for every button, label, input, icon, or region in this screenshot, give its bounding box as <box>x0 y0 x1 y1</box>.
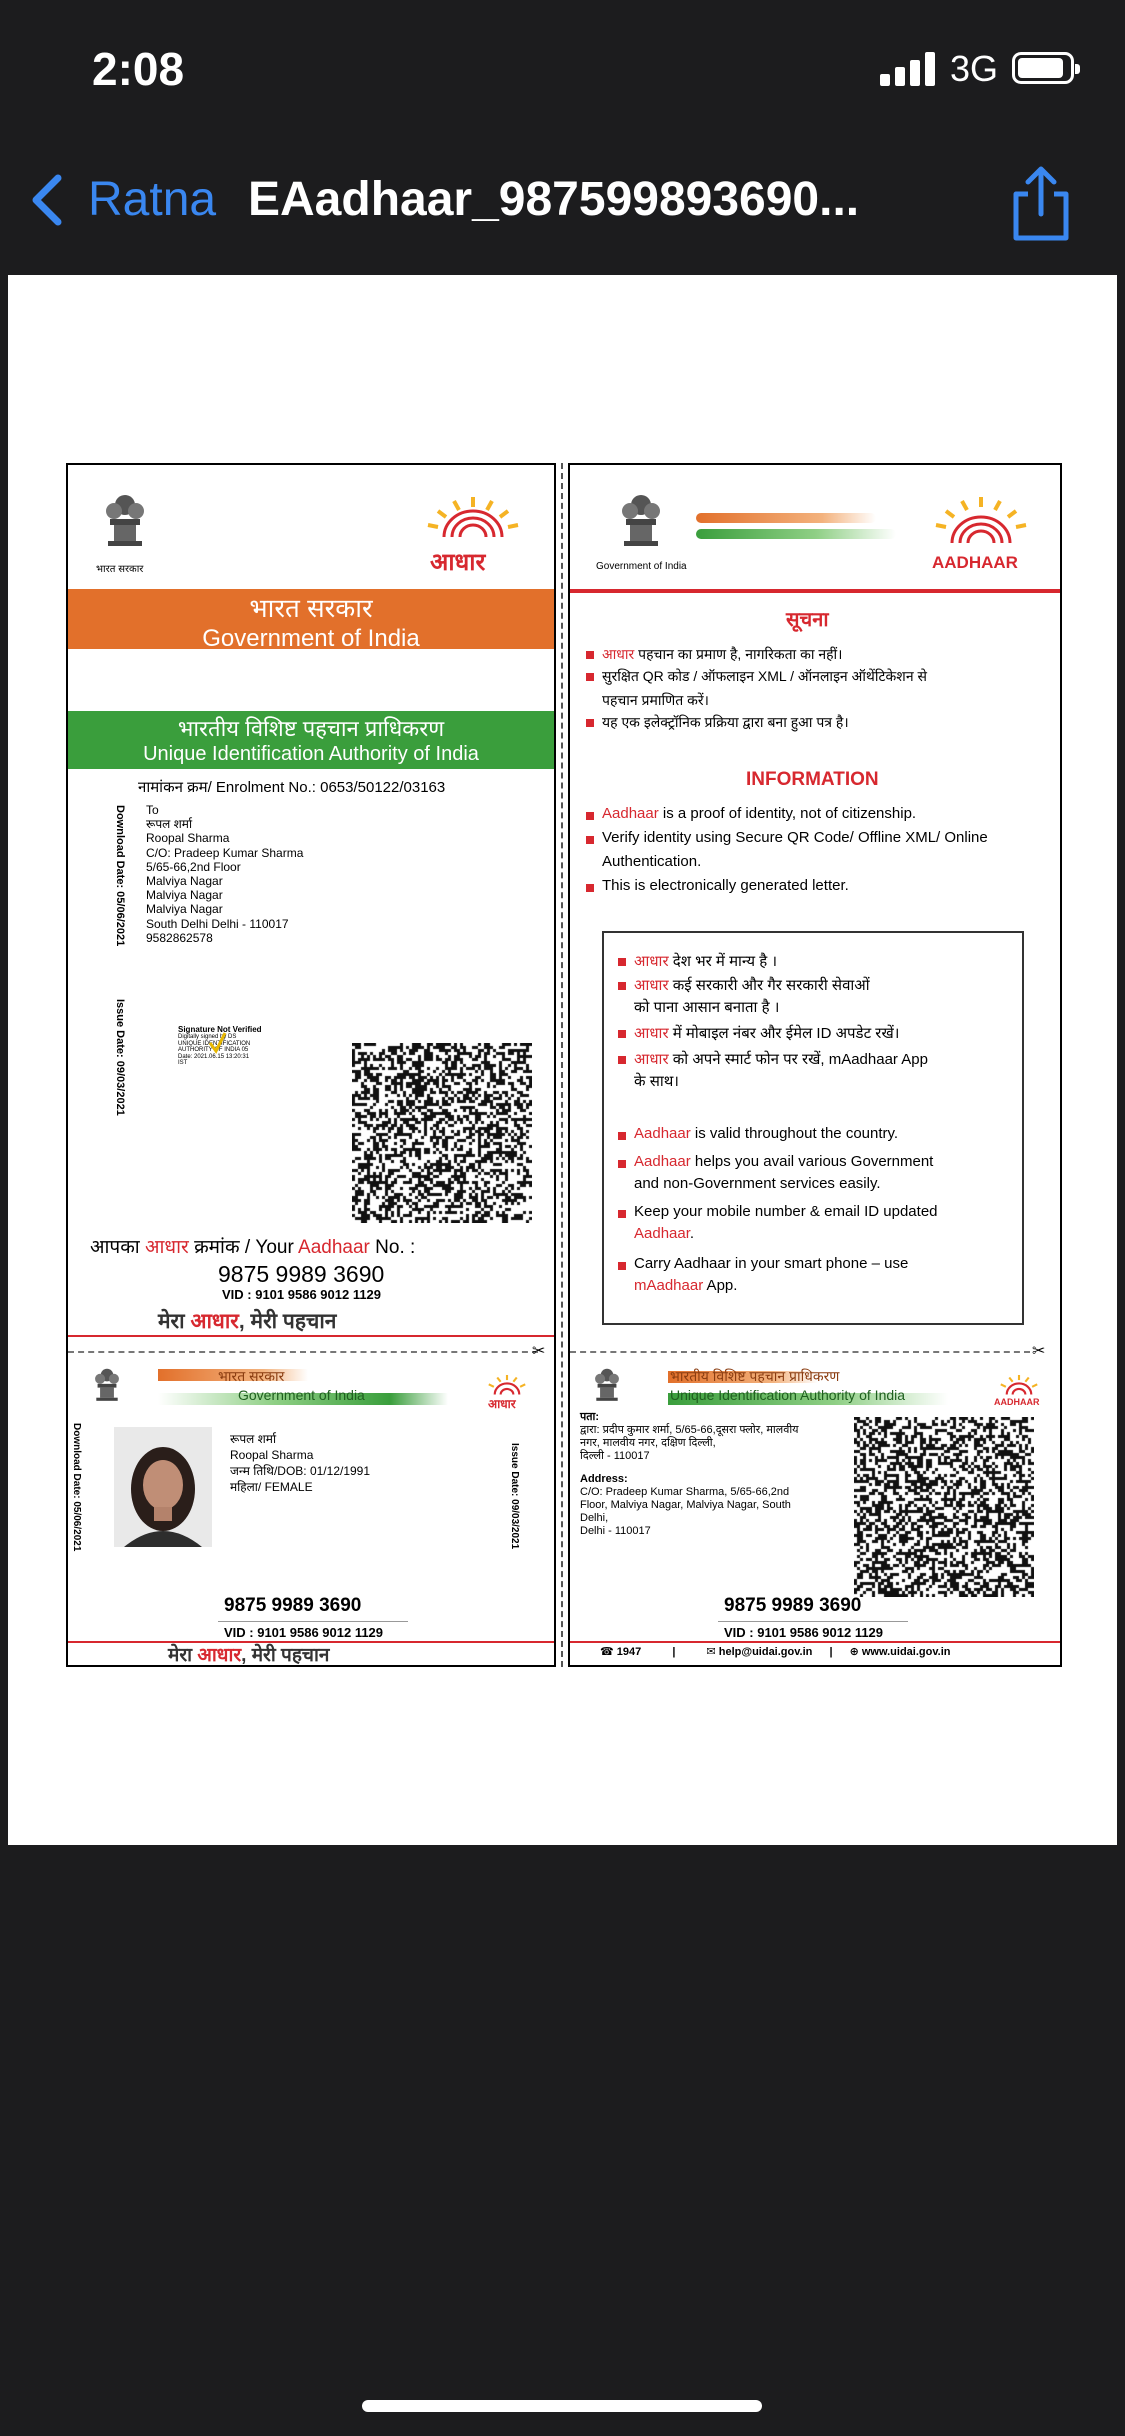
navigation-bar <box>0 140 1125 260</box>
information-heading: INFORMATION <box>746 769 879 790</box>
signature-line: UNIQUE IDENTIFICATION <box>178 1040 251 1047</box>
right-cut-line <box>570 1351 1030 1353</box>
list-item: mAadhaar App. <box>634 1277 738 1294</box>
card-tagline: मेरा आधार, मेरी पहचान <box>168 1645 330 1666</box>
bullet-icon <box>618 982 626 990</box>
bullet-icon <box>586 836 594 844</box>
address-line-english: Floor, Malviya Nagar, Malviya Nagar, South <box>580 1499 791 1511</box>
letter-left-panel <box>66 463 556 1667</box>
section-divider <box>68 1335 554 1337</box>
card-logo-text: आधार <box>488 1397 516 1411</box>
list-item: Aadhaar helps you avail various Government <box>634 1153 934 1170</box>
list-item: यह एक इलेक्ट्रॉनिक प्रक्रिया द्वारा बना हुआ पत्र है। <box>602 714 849 730</box>
bullet-icon <box>586 884 594 892</box>
right-logo-text: AADHAAR <box>932 553 1018 572</box>
signature-line: AUTHORITY OF INDIA 05 <box>178 1047 249 1053</box>
benefits-box <box>602 931 1024 1325</box>
address-line: South Delhi Delhi - 110017 <box>146 916 289 931</box>
list-item: This is electronically generated letter. <box>602 877 849 894</box>
card-issue-date: Issue Date: 09/03/2021 <box>509 1443 520 1550</box>
back-chevron-icon[interactable] <box>22 170 82 230</box>
uidai-banner: भारतीय विशिष्ट पहचान प्राधिकरण Unique Identification Authority of India <box>68 711 554 769</box>
right-emblem-caption: Government of India <box>596 561 687 572</box>
address-line: Roopal Sharma <box>146 831 230 846</box>
signature-line: Digitally signed by DS <box>178 1034 237 1040</box>
bullet-icon <box>586 651 594 659</box>
status-bar <box>0 0 1125 130</box>
address-line: Malviya Nagar <box>146 874 223 889</box>
right-scissors-icon: ✂ <box>1032 1343 1046 1360</box>
profile-photo <box>114 1427 212 1547</box>
list-item: Verify identity using Secure QR Code/ Offline XML/ Online <box>602 829 988 846</box>
signature-line: IST <box>178 1060 188 1066</box>
status-time: 2:08 <box>92 43 185 95</box>
bullet-icon <box>618 1210 626 1218</box>
bullet-icon <box>618 1132 626 1140</box>
right-aadhaar-logo-icon <box>922 493 1040 553</box>
address-line-english: Delhi, <box>580 1512 609 1524</box>
aadhaar-logo-icon <box>414 493 532 553</box>
right-card-uidai-english: Unique Identification Authority of India <box>670 1387 906 1403</box>
address-line-english: Delhi - 110017 <box>580 1525 651 1537</box>
card-download-date: Download Date: 05/06/2021 <box>71 1423 82 1552</box>
card-gov-english: Government of India <box>238 1387 365 1403</box>
cellular-signal-icon <box>880 52 936 86</box>
list-item: के साथ। <box>634 1073 679 1090</box>
card-gov-hindi: भारत सरकार <box>218 1368 285 1384</box>
document-title: EAadhaar_987599893690... <box>248 173 860 226</box>
address-line: Malviya Nagar <box>146 888 223 903</box>
share-icon[interactable] <box>1006 164 1076 244</box>
list-item: आधार कई सरकारी और गैर सरकारी सेवाओं <box>634 977 870 994</box>
right-card-uidai-hindi: भारतीय विशिष्ट पहचान प्राधिकरण <box>670 1368 840 1384</box>
back-button[interactable]: Ratna <box>88 173 217 226</box>
list-item: Aadhaar is valid throughout the country. <box>634 1125 899 1142</box>
list-item: Keep your mobile number & email ID updated <box>634 1203 938 1220</box>
list-item: Carry Aadhaar in your smart phone – use <box>634 1255 909 1272</box>
list-item: आधार को अपने स्मार्ट फोन पर रखें, mAadhaar App <box>634 1051 928 1068</box>
address-line: Malviya Nagar <box>146 902 223 917</box>
pdf-page[interactable] <box>8 275 1117 1845</box>
letter-right-panel <box>568 463 1062 1667</box>
card-holder-details: रूपल शर्मा Roopal Sharma जन्म तिथि/DOB: 01/12/1991 महिला/ FEMALE <box>230 1432 371 1494</box>
bullet-icon <box>618 1262 626 1270</box>
cut-line <box>68 1351 538 1353</box>
vid-number: VID : 9101 9586 9012 1129 <box>222 1287 382 1302</box>
address-line: To <box>146 803 159 817</box>
check-mark-icon <box>206 1029 228 1057</box>
address-line-hindi: नगर, मालवीय नगर, दक्षिण दिल्ली, <box>580 1437 716 1449</box>
list-item: आधार पहचान का प्रमाण है, नागरिकता का नहीं। <box>602 646 843 662</box>
list-item: and non-Government services easily. <box>634 1175 881 1192</box>
bullet-icon <box>586 673 594 681</box>
recipient-address <box>146 803 303 945</box>
bullet-icon <box>618 958 626 966</box>
fold-line <box>557 463 567 1667</box>
network-type: 3G <box>950 48 999 89</box>
signature-line: Date: 2021.06.15 13:20:31 <box>178 1053 250 1060</box>
right-card-aadhaar-number: 9875 9989 3690 <box>724 1595 862 1616</box>
bullet-icon <box>618 1030 626 1038</box>
bullet-icon <box>618 1160 626 1168</box>
card-qr-code <box>854 1417 1034 1597</box>
government-banner: भारत सरकार Government of India <box>68 589 554 649</box>
list-item: Aadhaar. <box>634 1225 695 1242</box>
card-vid-number: VID : 9101 9586 9012 1129 <box>224 1625 384 1640</box>
right-card-emblem-icon <box>592 1365 622 1409</box>
footer-contacts: ☎ 1947 | ✉ help@uidai.gov.in | ⊕ www.uidai.gov.in <box>600 1646 951 1658</box>
address-line: 9582862578 <box>146 930 213 945</box>
aadhaar-letter <box>66 463 1062 1667</box>
list-item: पहचान प्रमाणित करें। <box>602 692 709 708</box>
emblem-caption: भारत सरकार <box>96 564 144 575</box>
right-stripe-orange <box>696 513 876 523</box>
notice-heading: सूचना <box>786 609 829 631</box>
issue-date: Issue Date: 09/03/2021 <box>114 999 126 1116</box>
scissors-icon: ✂ <box>532 1343 546 1360</box>
email-icon: ✉ <box>706 1646 716 1658</box>
list-item: आधार में मोबाइल नंबर और ईमेल ID अपडेट रखें। <box>634 1025 900 1042</box>
battery-icon <box>1012 52 1074 84</box>
tagline: मेरा आधार, मेरी पहचान <box>158 1310 337 1333</box>
address-line-hindi: दिल्ली - 110017 <box>580 1450 650 1462</box>
download-date: Download Date: 05/06/2021 <box>114 805 126 947</box>
aadhaar-number: 9875 9989 3690 <box>218 1261 385 1287</box>
bullet-icon <box>586 719 594 727</box>
enrolment-number: नामांकन क्रम/ Enrolment No.: 0653/50122/03163 <box>138 779 446 796</box>
right-stripe-green <box>696 529 896 539</box>
address-line: C/O: Pradeep Kumar Sharma <box>146 845 304 860</box>
address-line-hindi: द्वारा: प्रदीप कुमार शर्मा, 5/65-66,दूसरा फ्लोर, मालवीय <box>580 1424 799 1436</box>
list-item: को पाना आसान बनाता है । <box>634 999 780 1016</box>
national-emblem-icon <box>102 489 148 559</box>
bullet-icon <box>586 812 594 820</box>
right-card-vid-number: VID : 9101 9586 9012 1129 <box>724 1625 884 1640</box>
list-item: सुरक्षित QR कोड / ऑफलाइन XML / ऑनलाइन ऑथेंटिकेशन से <box>602 668 927 684</box>
list-item: Aadhaar is a proof of identity, not of citizenship. <box>602 805 917 822</box>
address-line: रूपल शर्मा <box>146 817 193 832</box>
address-line: 5/65-66,2nd Floor <box>146 859 241 874</box>
right-card-logo-text: AADHAAR <box>994 1397 1040 1407</box>
home-indicator[interactable] <box>362 2400 762 2412</box>
your-aadhaar-label: आपका आधार क्रमांक / Your Aadhaar No. : <box>90 1237 416 1258</box>
list-item: आधार देश भर में मान्य है । <box>634 953 778 970</box>
card-aadhaar-number: 9875 9989 3690 <box>224 1595 362 1616</box>
aadhaar-logo-text: आधार <box>430 549 486 576</box>
globe-icon: ⊕ <box>849 1646 859 1658</box>
address-line-english: C/O: Pradeep Kumar Sharma, 5/65-66,2nd <box>580 1486 790 1498</box>
card-address: पता: द्वारा: प्रदीप कुमार शर्मा, 5/65-66,दूसरा फ्लोर, मालवीय नगर, मालवीय नगर, दक्षिण दिल्ली, दिल्ली - 110017 Address: C/O: Pradeep Kumar Sharma, 5/65-66,2nd Floor, Malviya Nagar, Malviya Nagar, South Delhi, Delhi - 110017 <box>580 1411 850 1538</box>
phone-icon: ☎ <box>600 1646 614 1658</box>
right-emblem-icon <box>618 489 664 559</box>
qr-code <box>352 1043 532 1223</box>
list-item: Authentication. <box>602 853 702 870</box>
card-emblem-icon <box>92 1365 122 1409</box>
bullet-icon <box>618 1056 626 1064</box>
signature-block: Signature Not Verified Digitally signed by DS UNIQUE IDENTIFICATION AUTHORITY OF INDIA 05 Date: 2021.06.15 13:20:31 IST <box>178 1025 278 1067</box>
